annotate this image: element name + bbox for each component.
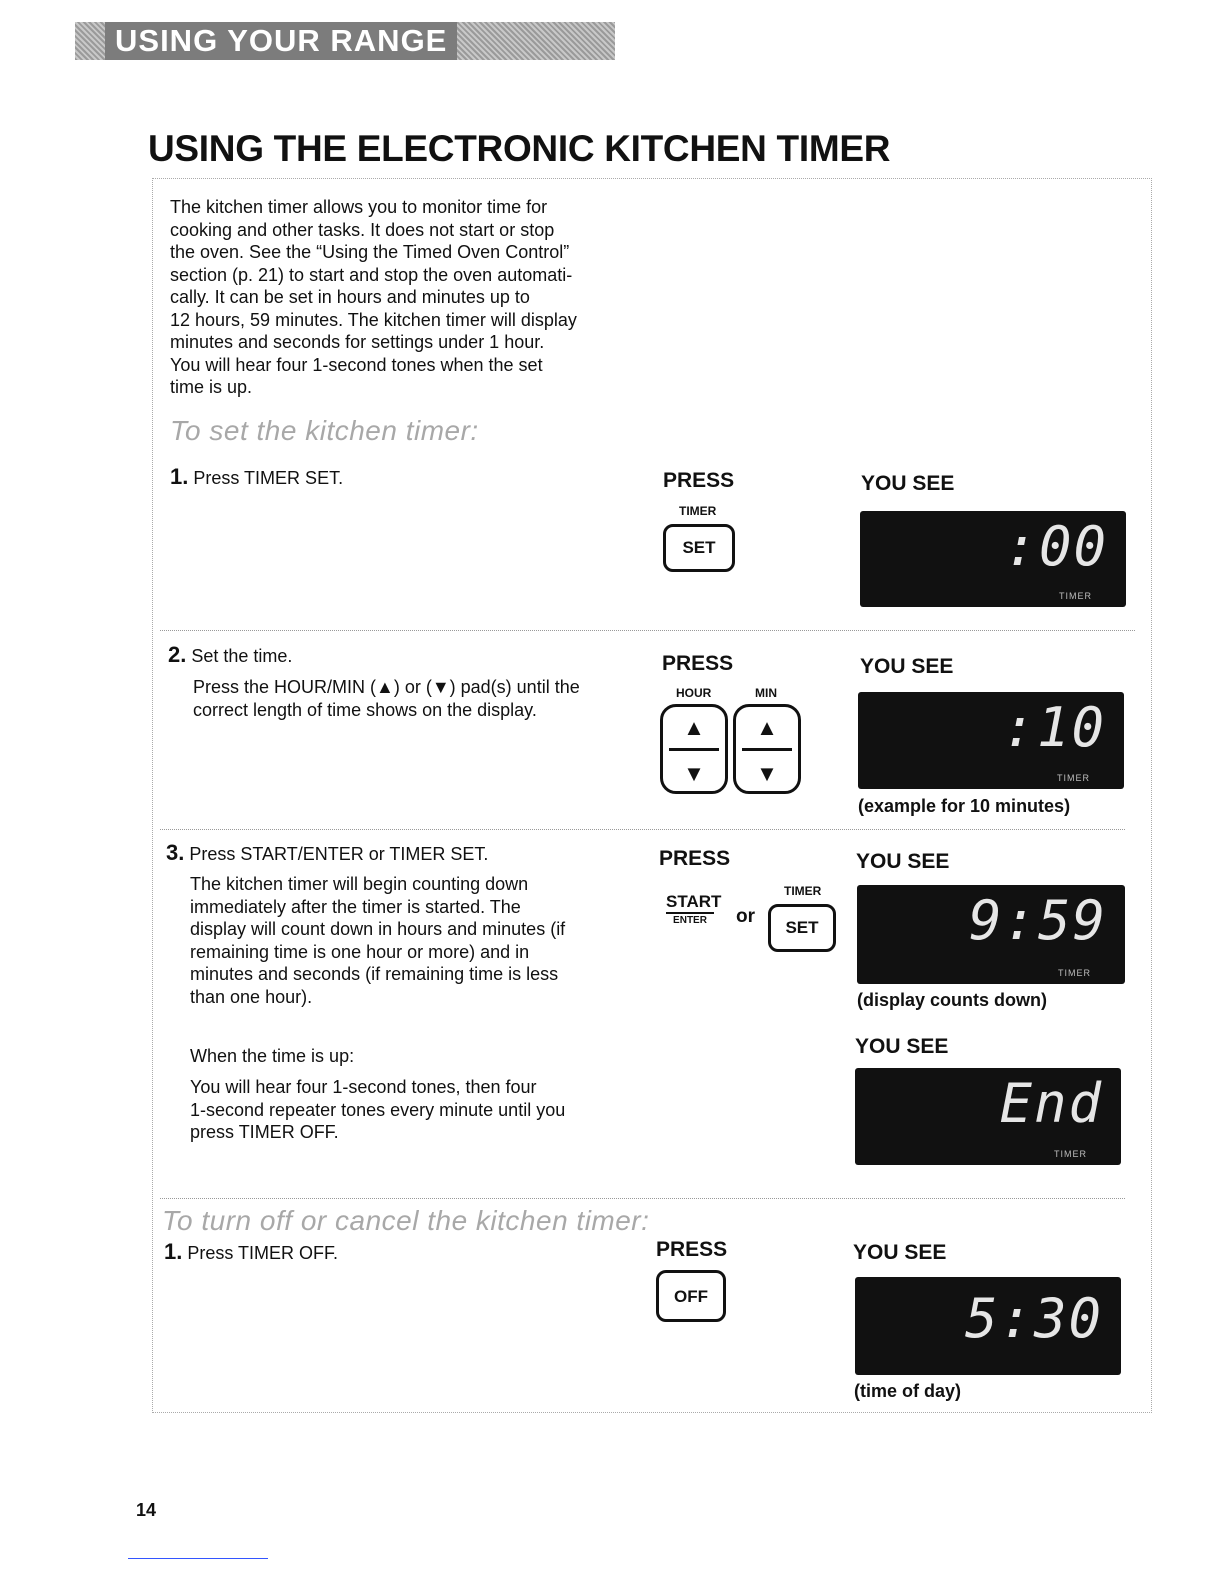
detail-line: display will count down in hours and minutes (if bbox=[190, 919, 566, 939]
intro-line: section (p. 21) to start and stop the oven automati- bbox=[170, 264, 573, 285]
when-up-detail bbox=[190, 1076, 640, 1144]
step-number: 2. bbox=[168, 642, 187, 667]
intro-paragraph bbox=[170, 196, 650, 399]
min-label: MIN bbox=[755, 686, 777, 700]
min-stepper[interactable] bbox=[733, 704, 801, 794]
detail-line: minutes and seconds (if remaining time is less bbox=[190, 964, 559, 984]
enter-label: ENTER bbox=[673, 915, 707, 926]
intro-line: time is up. bbox=[170, 377, 253, 397]
page-number: 14 bbox=[136, 1500, 157, 1520]
display-digits: End bbox=[999, 1072, 1103, 1135]
end-display bbox=[855, 1068, 1121, 1165]
intro-line: 12 hours, 59 minutes. The kitchen timer will display bbox=[170, 309, 577, 330]
intro-line: minutes and seconds for settings under 1 hour. bbox=[170, 332, 545, 352]
chevron-up-icon[interactable]: ▲ bbox=[683, 715, 705, 740]
display-digits: 9:59 bbox=[968, 889, 1107, 952]
off-step-1 bbox=[164, 1241, 338, 1265]
detail-line: 1-second repeater tones every minute until you bbox=[190, 1099, 566, 1120]
detail-line: than one hour). bbox=[190, 986, 313, 1007]
display-caption: (time of day) bbox=[854, 1381, 962, 1401]
display-caption: (example for 10 minutes) bbox=[858, 796, 1071, 816]
set-timer-heading: To set the kitchen timer: bbox=[170, 415, 479, 446]
intro-line: the oven. See the “Using the Timed Oven Control” bbox=[170, 242, 570, 262]
clock-display bbox=[855, 1277, 1121, 1375]
timer-display bbox=[857, 885, 1125, 984]
display-digits: 5:30 bbox=[964, 1287, 1103, 1350]
you-see-label: YOU SEE bbox=[856, 850, 950, 873]
chevron-down-icon[interactable]: ▼ bbox=[683, 761, 705, 786]
step-text: Set the time. bbox=[191, 646, 293, 666]
press-label: PRESS bbox=[659, 847, 731, 870]
chevron-down-icon[interactable]: ▼ bbox=[756, 761, 778, 786]
step-text: Press START/ENTER or TIMER SET. bbox=[189, 844, 489, 864]
step-number: 3. bbox=[166, 840, 185, 865]
off-timer-heading: To turn off or cancel the kitchen timer: bbox=[162, 1205, 650, 1236]
step-3-detail bbox=[190, 873, 640, 1008]
or-label: or bbox=[736, 906, 755, 927]
display-timer-label: TIMER bbox=[1057, 773, 1090, 783]
detail-line: Press the HOUR/MIN (▲) or (▼) pad(s) until the bbox=[193, 677, 580, 697]
step-number: 1. bbox=[164, 1239, 183, 1264]
timer-set-button[interactable]: SET bbox=[663, 524, 735, 572]
step-number: 1. bbox=[170, 464, 189, 489]
detail-line: immediately after the timer is started. The bbox=[190, 896, 521, 917]
page-title: USING THE ELECTRONIC KITCHEN TIMER bbox=[148, 128, 891, 169]
hour-stepper[interactable] bbox=[660, 704, 728, 794]
you-see-label: YOU SEE bbox=[853, 1241, 947, 1264]
divider bbox=[160, 829, 1125, 830]
press-label: PRESS bbox=[656, 1238, 728, 1261]
detail-line: press TIMER OFF. bbox=[190, 1122, 339, 1142]
step-1 bbox=[170, 466, 343, 490]
detail-line: remaining time is one hour or more) and in bbox=[190, 941, 530, 962]
you-see-label: YOU SEE bbox=[861, 472, 955, 495]
when-up-label: When the time is up: bbox=[190, 1046, 355, 1066]
timer-pad-label: TIMER bbox=[679, 504, 717, 518]
intro-line: You will hear four 1-second tones when the set bbox=[170, 354, 543, 375]
intro-line: cally. It can be set in hours and minutes up to bbox=[170, 287, 530, 307]
detail-line: You will hear four 1-second tones, then four bbox=[190, 1077, 537, 1097]
timer-off-button[interactable]: OFF bbox=[656, 1270, 726, 1322]
timer-pad-label: TIMER bbox=[784, 884, 822, 898]
start-label: START bbox=[666, 892, 714, 914]
press-label: PRESS bbox=[663, 469, 735, 492]
step-2-detail bbox=[193, 676, 643, 721]
display-timer-label: TIMER bbox=[1058, 968, 1091, 978]
start-enter-button[interactable] bbox=[666, 892, 722, 928]
banner-text: USING YOUR RANGE bbox=[105, 22, 457, 60]
step-2 bbox=[168, 644, 292, 668]
footer-rule bbox=[128, 1558, 268, 1559]
divider bbox=[160, 630, 1135, 631]
you-see-label: YOU SEE bbox=[855, 1035, 949, 1058]
display-digits: :10 bbox=[1002, 696, 1106, 759]
chevron-up-icon[interactable]: ▲ bbox=[756, 715, 778, 740]
step-text: Press TIMER SET. bbox=[193, 468, 344, 488]
intro-line: cooking and other tasks. It does not start or stop bbox=[170, 219, 555, 240]
intro-line: The kitchen timer allows you to monitor time for bbox=[170, 197, 548, 217]
stepper-divider bbox=[669, 748, 719, 751]
divider bbox=[160, 1198, 1125, 1199]
timer-set-button[interactable]: SET bbox=[768, 904, 836, 952]
press-label: PRESS bbox=[662, 652, 734, 675]
step-text: Press TIMER OFF. bbox=[187, 1243, 339, 1263]
detail-line: The kitchen timer will begin counting down bbox=[190, 874, 529, 894]
display-caption: (display counts down) bbox=[857, 990, 1048, 1010]
stepper-divider bbox=[742, 748, 792, 751]
display-timer-label: TIMER bbox=[1054, 1149, 1087, 1159]
you-see-label: YOU SEE bbox=[860, 655, 954, 678]
timer-display bbox=[858, 692, 1124, 789]
hour-label: HOUR bbox=[676, 686, 712, 700]
display-digits: :00 bbox=[1004, 515, 1108, 578]
display-timer-label: TIMER bbox=[1059, 591, 1092, 601]
step-3 bbox=[166, 842, 488, 866]
detail-line: correct length of time shows on the display. bbox=[193, 699, 537, 720]
section-banner bbox=[75, 22, 615, 60]
timer-display bbox=[860, 511, 1126, 607]
